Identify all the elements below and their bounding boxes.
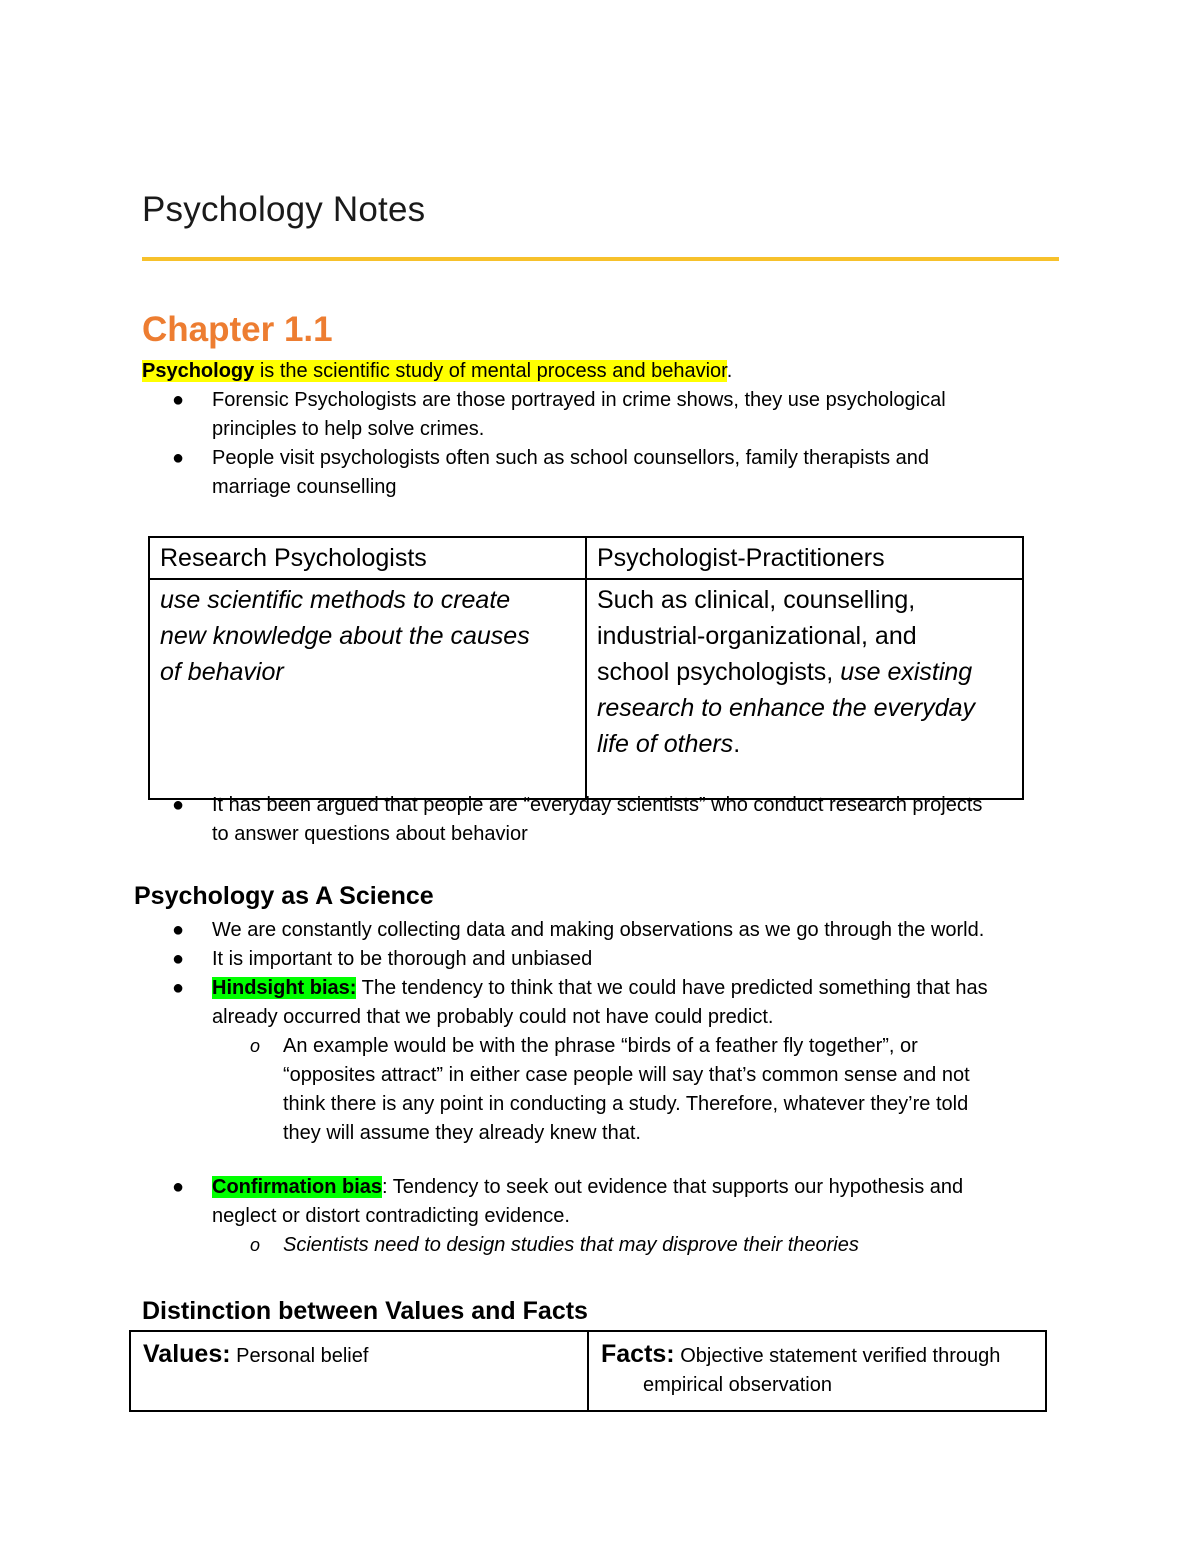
bullet-icon: ● <box>171 1176 185 1198</box>
cell-line <box>597 726 1012 762</box>
definition-term: Psychology <box>142 360 255 382</box>
sub-list-item-continuation: think there is any point in conducting a study. Therefore, whatever they’re told <box>283 1093 969 1115</box>
table-cell-values <box>130 1331 588 1411</box>
bullet-icon: ● <box>171 977 185 999</box>
table-header-practitioners: Psychologist-Practitioners <box>586 537 1023 579</box>
sub-bullet-icon: o <box>250 1036 261 1056</box>
list-item-continuation: already occurred that we probably could not have could predict. <box>212 1006 774 1028</box>
bullet-icon: ● <box>171 794 185 816</box>
list-item-continuation: to answer questions about behavior <box>212 823 528 845</box>
cell-text: Personal belief <box>230 1345 369 1367</box>
table-cell-research <box>149 579 586 799</box>
list-item: We are constantly collecting data and making observations as we go through the world. <box>212 919 985 941</box>
psychologist-types-table <box>148 536 1024 800</box>
cell-text: Objective statement verified through <box>674 1345 1001 1367</box>
term-highlight: Confirmation bias <box>212 1176 383 1198</box>
cell-line: new knowledge about the causes <box>160 622 530 650</box>
section-heading-values-facts: Distinction between Values and Facts <box>142 1297 588 1325</box>
table-cell-practitioners <box>586 579 1023 799</box>
list-item-hindsight-bias <box>212 974 988 1003</box>
cell-text-italic: life of others <box>597 730 734 758</box>
bullet-icon: ● <box>171 919 185 941</box>
values-facts-table <box>129 1330 1047 1412</box>
bullet-icon: ● <box>171 389 185 411</box>
list-item-continuation: marriage counselling <box>212 476 397 498</box>
cell-label: Values: <box>143 1340 231 1368</box>
chapter-heading: Chapter 1.1 <box>142 310 333 349</box>
cell-text: school psychologists, <box>597 658 841 686</box>
cell-line: industrial-organizational, and <box>597 622 917 650</box>
list-item-confirmation-bias <box>212 1173 963 1202</box>
term-definition: The tendency to think that we could have predicted something that has <box>356 977 988 999</box>
cell-line <box>597 654 1012 690</box>
definition-end: . <box>726 360 733 382</box>
bullet-icon: ● <box>171 948 185 970</box>
list-item-continuation: neglect or distort contradicting evidence. <box>212 1205 570 1227</box>
sub-bullet-icon: o <box>250 1235 261 1255</box>
list-item-continuation: principles to help solve crimes. <box>212 418 485 440</box>
table-header-research: Research Psychologists <box>149 537 586 579</box>
page-title: Psychology Notes <box>142 190 426 229</box>
list-item: It is important to be thorough and unbiased <box>212 948 593 970</box>
psychology-definition <box>142 357 732 386</box>
definition-text: is the scientific study of mental process and behavior <box>254 360 727 382</box>
cell-line: of behavior <box>160 658 284 686</box>
cell-label: Facts: <box>601 1340 675 1368</box>
list-item: Forensic Psychologists are those portrayed in crime shows, they use psychological <box>212 389 946 411</box>
title-divider <box>142 257 1059 261</box>
list-item: People visit psychologists often such as school counsellors, family therapists and <box>212 447 930 469</box>
term-definition: : Tendency to seek out evidence that supports our hypothesis and <box>382 1176 964 1198</box>
list-item: It has been argued that people are “everyday scientists” who conduct research projects <box>212 794 983 816</box>
term-highlight: Hindsight bias: <box>212 977 357 999</box>
sub-list-item-continuation: “opposites attract” in either case people will say that’s common sense and not <box>283 1064 970 1086</box>
cell-text: . <box>733 730 741 758</box>
cell-text-italic: use existing <box>840 658 973 686</box>
section-heading-science: Psychology as A Science <box>134 882 434 910</box>
cell-line: Such as clinical, counselling, <box>597 586 916 614</box>
bullet-icon: ● <box>171 447 185 469</box>
cell-line: use scientific methods to create <box>160 586 511 614</box>
sub-list-item-continuation: they will assume they already knew that. <box>283 1122 641 1144</box>
cell-line: research to enhance the everyday <box>597 694 976 722</box>
sub-list-item: An example would be with the phrase “birds of a feather fly together”, or <box>283 1035 918 1057</box>
sub-list-item: Scientists need to design studies that may disprove their theories <box>283 1234 859 1256</box>
cell-text-continuation: empirical observation <box>643 1374 832 1396</box>
table-cell-facts <box>588 1331 1046 1411</box>
